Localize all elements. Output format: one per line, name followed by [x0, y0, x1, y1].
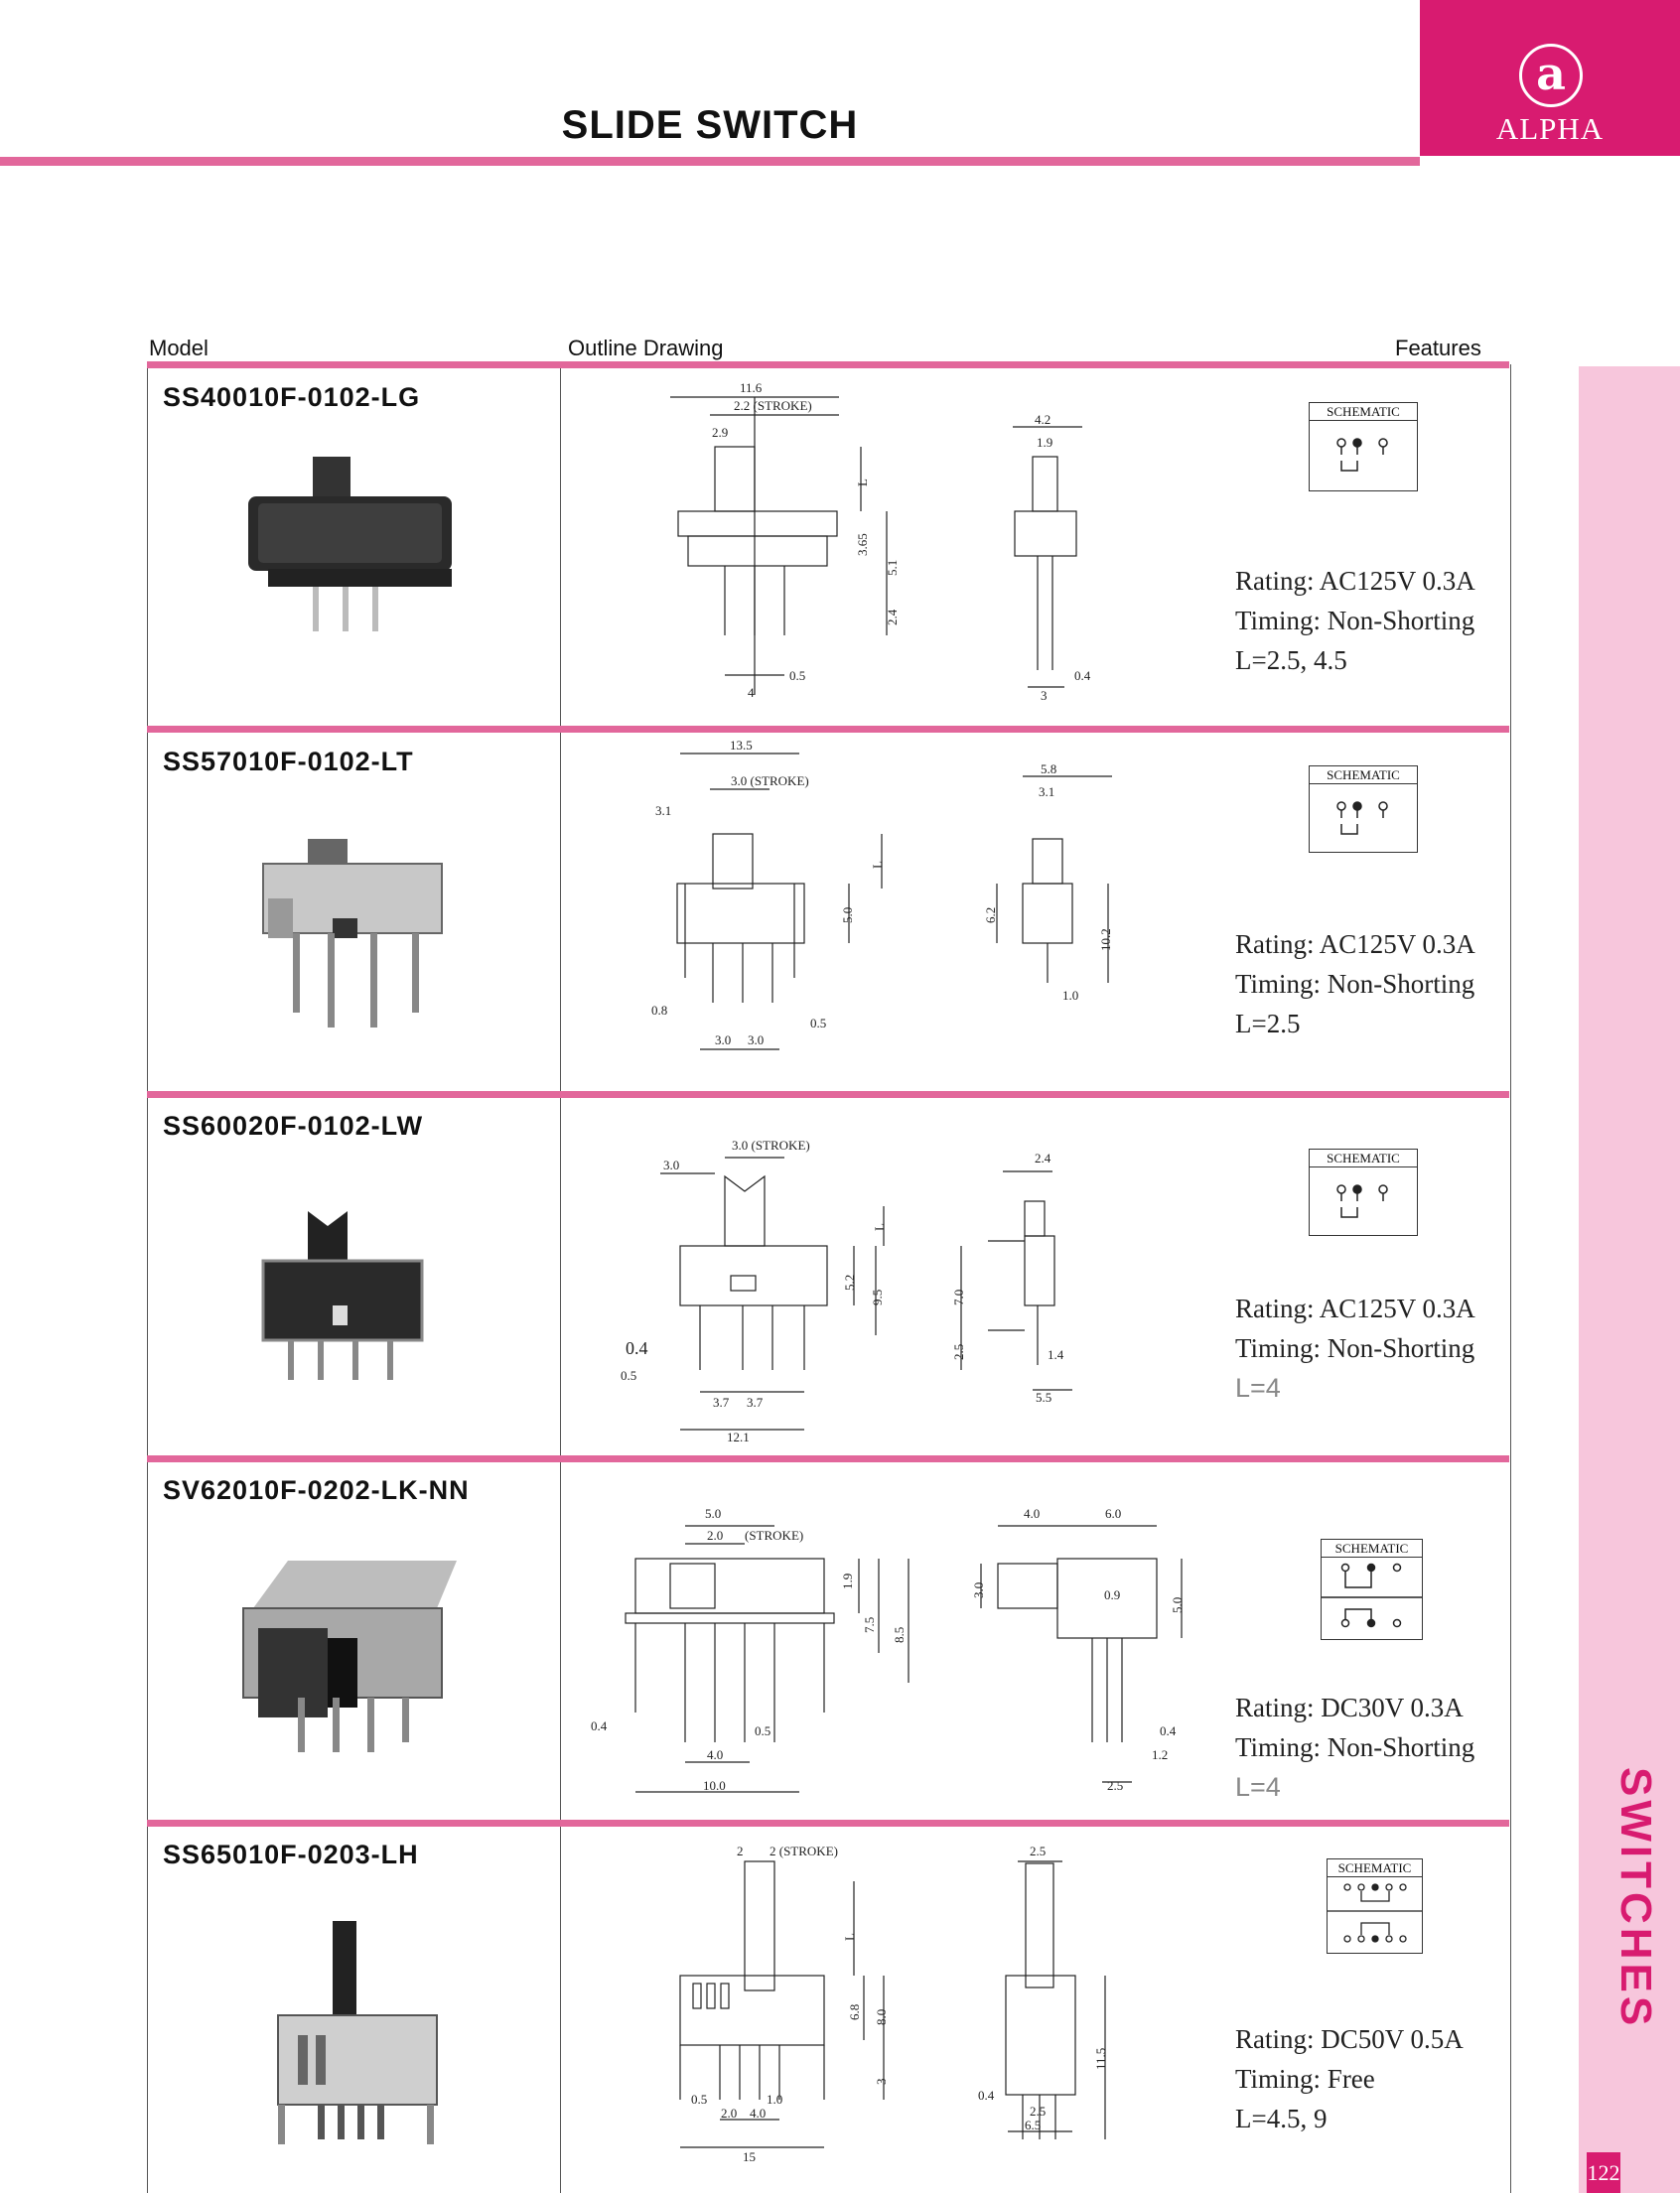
- dim-label: 3: [1041, 688, 1048, 703]
- product-photo: [253, 824, 452, 1037]
- logo-name: ALPHA: [1495, 111, 1605, 146]
- dim-label: 1.0: [1062, 988, 1079, 1003]
- dim-label: 3.0 (STROKE): [731, 773, 809, 788]
- header-rule: [0, 157, 1420, 166]
- model-name: SS60020F-0102-LW: [163, 1111, 424, 1141]
- schematic-box: [1321, 1539, 1423, 1640]
- dim-label: 9.5: [870, 1289, 885, 1305]
- dim-label: 4.2: [1035, 412, 1051, 427]
- schematic-diagram-icon: [1310, 421, 1417, 488]
- timing-text: Timing: Non-Shorting: [1235, 606, 1475, 635]
- dim-label: 0.4: [591, 1718, 608, 1733]
- schematic-diagram-icon: [1328, 1877, 1422, 1951]
- dim-label: 6.0: [1105, 1506, 1122, 1521]
- dim-label: 5.8: [1041, 764, 1057, 776]
- dim-label: 8.5: [892, 1626, 907, 1643]
- dim-label: 8.0: [874, 2008, 889, 2025]
- dim-label: 4.0: [707, 1747, 724, 1762]
- l-spec-text: L=2.5, 4.5: [1235, 645, 1347, 675]
- dim-label: 1.2: [1152, 1747, 1169, 1762]
- dim-label: 0.5: [621, 1368, 637, 1383]
- dim-label: 3.0: [748, 1032, 765, 1047]
- dim-label: 2.5: [1030, 2104, 1047, 2119]
- row-divider: [147, 726, 1509, 733]
- product-photo: [238, 452, 467, 640]
- outline-drawing-front: [586, 1504, 923, 1802]
- dim-label: 11.5: [1093, 2047, 1108, 2070]
- dim-label: L: [842, 1933, 857, 1941]
- model-name: SS57010F-0102-LT: [163, 747, 414, 776]
- dim-label: 0.8: [651, 1003, 668, 1018]
- outline-drawing-side: [943, 1147, 1092, 1405]
- dim-label: 3.1: [1039, 784, 1055, 799]
- dim-label: 2.0: [721, 2106, 738, 2121]
- product-photo: [253, 1201, 432, 1385]
- side-category-label: SWITCHES: [1611, 1767, 1660, 2030]
- column-header-model: Model: [149, 336, 209, 360]
- l-spec-text: L=4: [1235, 1772, 1281, 1802]
- features-text: [1235, 1289, 1475, 1408]
- dim-label: 2.2 (STROKE): [734, 398, 812, 413]
- outline-drawing-front: [645, 740, 894, 1057]
- dim-label: 10.2: [1098, 928, 1113, 951]
- dim-label: 11.6: [740, 380, 763, 395]
- schematic-box: [1309, 402, 1418, 491]
- dim-label: 0.5: [755, 1723, 771, 1738]
- page-number: 122: [1587, 2152, 1620, 2193]
- dim-label: 3.1: [655, 803, 672, 818]
- dim-label: 13.5: [730, 740, 753, 753]
- column-divider: [560, 364, 561, 2193]
- dim-label: 4.0: [750, 2106, 767, 2121]
- schematic-box: [1309, 1149, 1418, 1236]
- dim-label: L: [870, 861, 885, 869]
- schematic-box: [1309, 765, 1418, 853]
- rating-text: Rating: AC125V 0.3A: [1235, 566, 1475, 596]
- model-name: SS65010F-0203-LH: [163, 1840, 419, 1869]
- schematic-diagram-icon: [1310, 1167, 1417, 1233]
- dim-label: 10.0: [703, 1778, 726, 1793]
- dim-label: 1.9: [1037, 435, 1053, 450]
- dim-label: 12.1: [727, 1430, 750, 1444]
- rating-text: Rating: AC125V 0.3A: [1235, 929, 1475, 959]
- features-text: [1235, 1688, 1474, 1807]
- page-title: SLIDE SWITCH: [561, 103, 859, 147]
- timing-text: Timing: Non-Shorting: [1235, 1732, 1475, 1762]
- dim-label: 5.1: [885, 559, 900, 576]
- schematic-diagram-icon: [1322, 1558, 1422, 1637]
- dim-label: 3.7: [747, 1395, 764, 1410]
- row-divider: [147, 1455, 1509, 1462]
- dim-label: 5.0: [840, 906, 855, 923]
- dim-label: 3: [874, 2078, 889, 2085]
- dim-label: 4.0: [1024, 1506, 1041, 1521]
- dim-label: 1.9: [840, 1573, 855, 1589]
- outline-drawing-side: [978, 1842, 1137, 2159]
- dim-label: 4: [748, 685, 755, 700]
- outline-drawing-front: [650, 377, 909, 705]
- timing-text: Timing: Non-Shorting: [1235, 1333, 1475, 1363]
- dim-label: 2 (STROKE): [770, 1844, 838, 1858]
- dim-label: 6.2: [983, 906, 998, 923]
- l-spec-text: L=2.5: [1235, 1009, 1301, 1038]
- dim-label: 3.0 (STROKE): [732, 1138, 810, 1153]
- outline-drawing-side: [993, 412, 1112, 710]
- dim-label: 0.4: [978, 2088, 995, 2103]
- dim-label: L: [855, 479, 870, 486]
- outline-drawing-front: [616, 1132, 913, 1449]
- rating-text: Rating: DC50V 0.5A: [1235, 2024, 1464, 2054]
- dim-label: 15: [743, 2149, 756, 2164]
- features-text: [1235, 924, 1475, 1043]
- model-name: SV62010F-0202-LK-NN: [163, 1475, 470, 1505]
- dim-label: 2.0: [707, 1528, 724, 1543]
- schematic-label: SCHEMATIC: [1310, 403, 1417, 421]
- alpha-logo: [1420, 0, 1680, 156]
- dim-label: 2.5: [1107, 1778, 1124, 1793]
- rating-text: Rating: AC125V 0.3A: [1235, 1294, 1475, 1323]
- dim-label: 1.0: [767, 2092, 783, 2107]
- dim-label: 2.4: [1035, 1151, 1051, 1165]
- schematic-label: SCHEMATIC: [1328, 1859, 1422, 1877]
- column-header-features: Features: [1395, 336, 1481, 360]
- features-text: [1235, 2019, 1464, 2138]
- outline-drawing-side: [983, 764, 1142, 1013]
- l-spec-text: L=4: [1235, 1373, 1281, 1403]
- dim-label: 3.0: [971, 1581, 986, 1598]
- dim-label: 7.0: [951, 1289, 966, 1305]
- dim-label: 5.0: [1170, 1596, 1185, 1613]
- dim-label: (STROKE): [745, 1528, 804, 1543]
- outline-drawing-front: [655, 1842, 913, 2169]
- dim-label: 0.4: [1160, 1723, 1177, 1738]
- timing-text: Timing: Non-Shorting: [1235, 969, 1475, 999]
- timing-text: Timing: Free: [1235, 2064, 1375, 2094]
- dim-label: 7.5: [862, 1616, 877, 1633]
- schematic-diagram-icon: [1310, 784, 1417, 850]
- rating-text: Rating: DC30V 0.3A: [1235, 1693, 1464, 1722]
- schematic-box: [1327, 1858, 1423, 1954]
- features-text: [1235, 561, 1475, 680]
- dim-label: 0.9: [1104, 1587, 1121, 1602]
- row-divider: [147, 1091, 1509, 1098]
- dim-label: 5.5: [1036, 1390, 1052, 1405]
- model-name: SS40010F-0102-LG: [163, 382, 421, 412]
- dim-label: 0.5: [691, 2092, 708, 2107]
- dim-label: 6.8: [847, 2003, 862, 2020]
- row-divider: [147, 1820, 1509, 1827]
- dim-label: 3.65: [855, 533, 870, 556]
- dim-label: 5.0: [705, 1506, 722, 1521]
- column-header-outline: Outline Drawing: [568, 336, 724, 360]
- dim-label: 2.4: [885, 609, 900, 625]
- dim-label: 3.0: [715, 1032, 732, 1047]
- row-divider: [147, 361, 1509, 368]
- dim-label: 2: [737, 1844, 744, 1858]
- product-photo: [233, 1549, 472, 1767]
- logo-a-icon: a: [1519, 44, 1583, 107]
- dim-label: 3.0: [663, 1158, 680, 1172]
- dim-label: 0.5: [789, 668, 806, 683]
- dim-label: L: [872, 1223, 887, 1231]
- dim-label: 2.5: [951, 1343, 966, 1360]
- schematic-label: SCHEMATIC: [1322, 1540, 1422, 1558]
- dim-label: 0.4: [1074, 668, 1091, 683]
- dim-label: 0.4: [626, 1338, 648, 1358]
- product-photo: [258, 1911, 447, 2159]
- dim-label: 5.2: [842, 1274, 857, 1291]
- dim-label: 2.5: [1030, 1844, 1047, 1858]
- dim-label: 0.5: [810, 1016, 827, 1030]
- dim-label: 6.5: [1025, 2118, 1042, 2132]
- dim-label: 1.4: [1048, 1347, 1064, 1362]
- schematic-label: SCHEMATIC: [1310, 766, 1417, 784]
- schematic-label: SCHEMATIC: [1310, 1150, 1417, 1167]
- l-spec-text: L=4.5, 9: [1235, 2104, 1328, 2133]
- outline-drawing-side: [943, 1504, 1211, 1802]
- dim-label: 2.9: [712, 425, 729, 440]
- dim-label: 3.7: [713, 1395, 730, 1410]
